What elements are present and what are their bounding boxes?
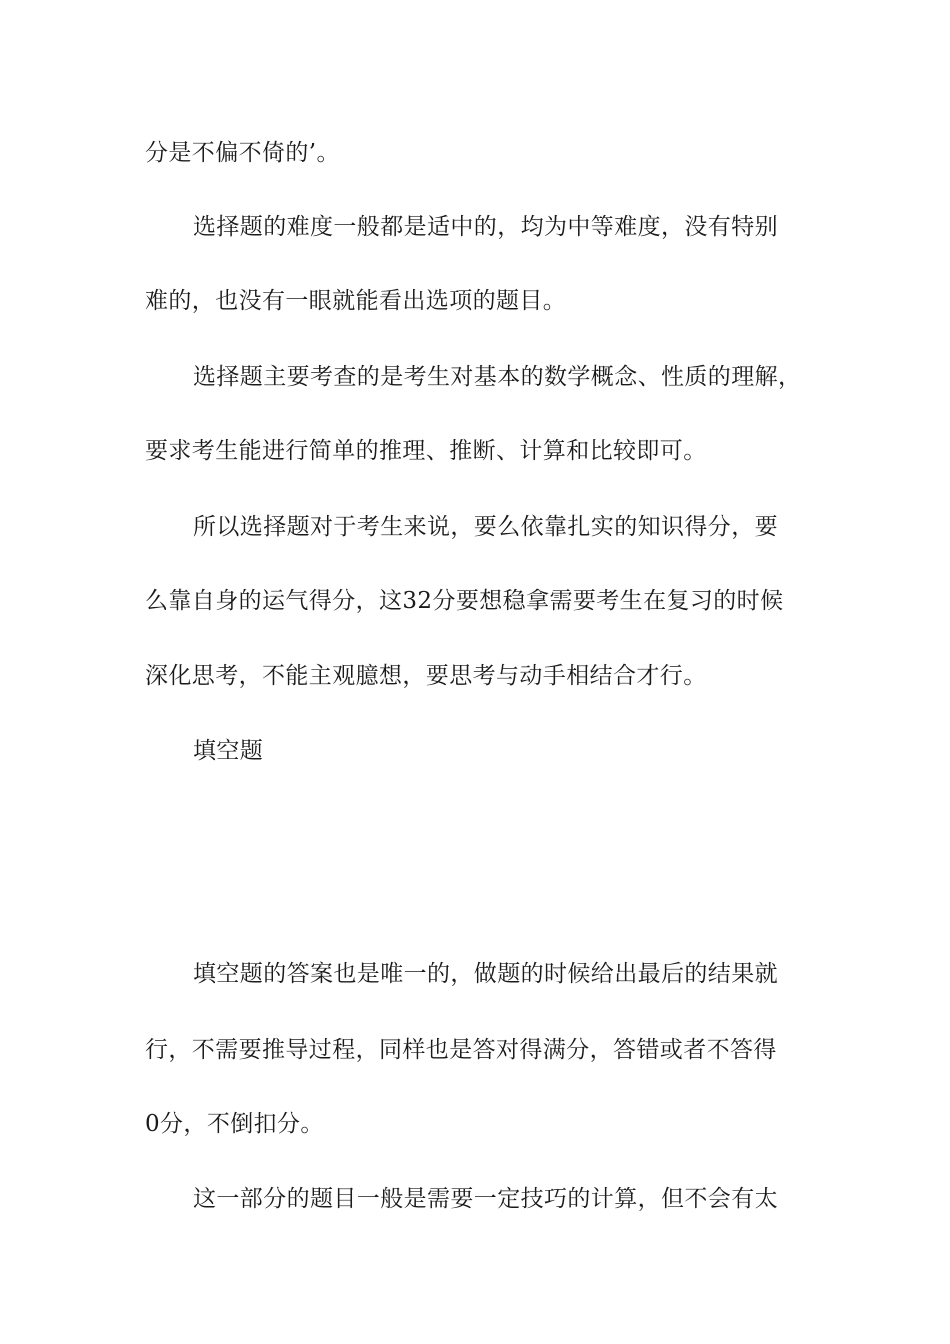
- paragraph-line: 选择题主要考查的是考生对基本的数学概念、性质的理解，: [193, 364, 802, 390]
- paragraph-line: 深化思考，不能主观臆想，要思考与动手相结合才行。: [145, 663, 707, 689]
- paragraph-line: 填空题的答案也是唯一的，做题的时候给出最后的结果就: [193, 961, 778, 987]
- paragraph-line: 行，不需要推导过程，同样也是答对得满分，答错或者不答得: [145, 1037, 777, 1063]
- paragraph-line: 选择题的难度一般都是适中的，均为中等难度，没有特别: [193, 214, 778, 240]
- paragraph-line: 要求考生能进行简单的推理、推断、计算和比较即可。: [145, 438, 707, 464]
- section-heading: 填空题: [193, 738, 264, 764]
- paragraph-line: 所以选择题对于考生来说，要么依靠扎实的知识得分，要: [193, 514, 778, 540]
- paragraph-line: 难的，也没有一眼就能看出选项的题目。: [145, 288, 567, 314]
- paragraph-line: 0分，不倒扣分。: [145, 1111, 324, 1137]
- paragraph-line: 么靠自身的运气得分，这32分要想稳拿需要考生在复习的时候: [145, 588, 784, 614]
- paragraph-line: 这一部分的题目一般是需要一定技巧的计算，但不会有太: [193, 1186, 778, 1212]
- paragraph-line: 分是不偏不倚的’。: [145, 140, 340, 166]
